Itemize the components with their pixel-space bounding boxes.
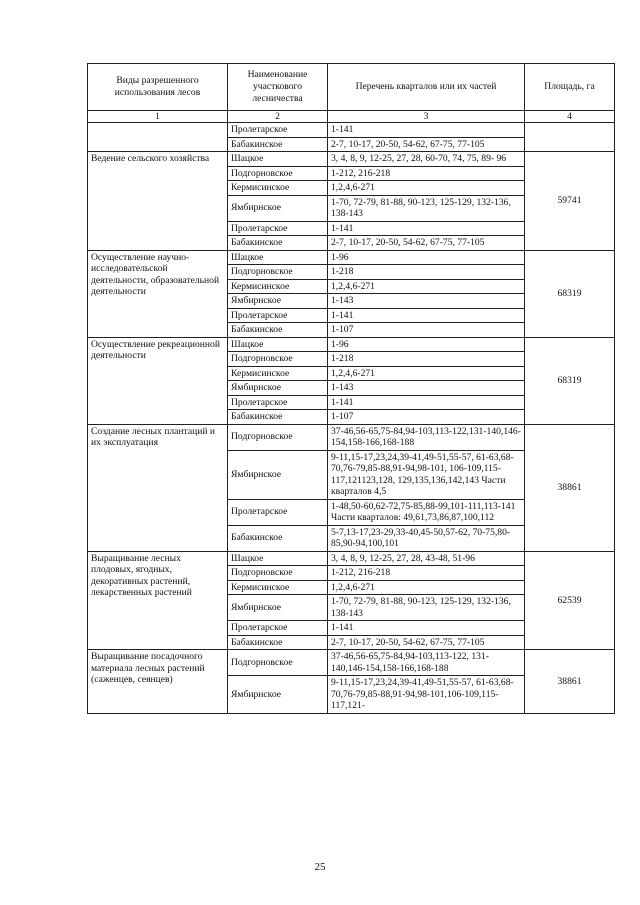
- quarters-cell: 3, 4, 8, 9, 12-25, 27, 28, 60-70, 74, 75, 89- 96: [328, 152, 525, 167]
- column-number: 1: [88, 111, 228, 123]
- quarters-cell: 1-107: [328, 410, 525, 425]
- quarters-cell: 1-70, 72-79, 81-88, 90-123, 125-129, 132-136, 138-143: [328, 195, 525, 221]
- quarters-cell: 1-107: [328, 323, 525, 338]
- lesnichestvo-cell: Пролетарское: [228, 621, 328, 636]
- quarters-cell: 1-141: [328, 123, 525, 138]
- column-number: 3: [328, 111, 525, 123]
- quarters-cell: 2-7, 10-17, 20-50, 54-62, 67-75, 77-105: [328, 635, 525, 650]
- lesnichestvo-cell: Пролетарское: [228, 499, 328, 525]
- quarters-cell: 37-46,56-65,75-84,94-103,113-122,131-140,146-154,158-166,168-188: [328, 424, 525, 450]
- lesnichestvo-cell: Подгорновское: [228, 650, 328, 676]
- header-lesnichestvo: Наименование участкового лесничества: [228, 64, 328, 111]
- quarters-cell: 1,2,4,6-271: [328, 181, 525, 196]
- quarters-cell: 2-7, 10-17, 20-50, 54-62, 67-75, 77-105: [328, 236, 525, 251]
- quarters-cell: 1-141: [328, 308, 525, 323]
- area-cell: [525, 123, 615, 152]
- lesnichestvo-cell: Бабакинское: [228, 137, 328, 152]
- quarters-cell: 1-143: [328, 381, 525, 396]
- quarters-cell: 37-46,56-65,75-84,94-103,113-122, 131-140,146-154,158-166,168-188: [328, 650, 525, 676]
- use-kind-cell: Выращивание посадочного материала лесных растений (саженцев, сеянцев): [88, 650, 228, 714]
- lesnichestvo-cell: Шацкое: [228, 551, 328, 566]
- lesnichestvo-cell: Пролетарское: [228, 123, 328, 138]
- table-row: [88, 337, 615, 352]
- quarters-cell: 3, 4, 8, 9, 12-25, 27, 28, 43-48, 51-96: [328, 551, 525, 566]
- column-number-row: [88, 111, 615, 123]
- use-kind-cell: Создание лесных плантаций и их эксплуатация: [88, 424, 228, 551]
- column-number: 2: [228, 111, 328, 123]
- area-cell: 59741: [525, 152, 615, 251]
- lesnichestvo-cell: Кермисинское: [228, 181, 328, 196]
- table-body: [88, 123, 615, 714]
- lesnichestvo-cell: Ямбирнское: [228, 294, 328, 309]
- lesnichestvo-cell: Пролетарское: [228, 221, 328, 236]
- area-cell: 68319: [525, 337, 615, 424]
- use-kind-cell: [88, 123, 228, 152]
- quarters-cell: 9-11,15-17,23,24,39-41,49-51,55-57, 61-63,68-70,76-79,85-88,91-94,98-101,106-109,115-117,121-: [328, 676, 525, 714]
- lesnichestvo-cell: Шацкое: [228, 337, 328, 352]
- column-number: 4: [525, 111, 615, 123]
- land-use-table: [87, 63, 615, 714]
- use-kind-cell: Осуществление рекреационной деятельности: [88, 337, 228, 424]
- lesnichestvo-cell: Кермисинское: [228, 580, 328, 595]
- lesnichestvo-cell: Кермисинское: [228, 279, 328, 294]
- table-header-row: [88, 64, 615, 111]
- quarters-cell: 1-141: [328, 395, 525, 410]
- lesnichestvo-cell: Ямбирнское: [228, 676, 328, 714]
- table-row: [88, 424, 615, 450]
- quarters-cell: 1-212, 216-218: [328, 566, 525, 581]
- use-kind-cell: Осуществление научно-исследовательской деятельности, образовательной деятельности: [88, 250, 228, 337]
- lesnichestvo-cell: Бабакинское: [228, 236, 328, 251]
- area-cell: 62539: [525, 551, 615, 650]
- lesnichestvo-cell: Ямбирнское: [228, 381, 328, 396]
- quarters-cell: 1-218: [328, 352, 525, 367]
- quarters-cell: 1-143: [328, 294, 525, 309]
- table-row: [88, 152, 615, 167]
- quarters-cell: 1-212, 216-218: [328, 166, 525, 181]
- header-area: Площадь, га: [525, 64, 615, 111]
- quarters-cell: 1-141: [328, 621, 525, 636]
- area-cell: 38861: [525, 650, 615, 714]
- lesnichestvo-cell: Бабакинское: [228, 525, 328, 551]
- quarters-cell: 1-70, 72-79, 81-88, 90-123, 125-129, 132-136, 138-143: [328, 595, 525, 621]
- area-cell: 68319: [525, 250, 615, 337]
- quarters-cell: 1-96: [328, 250, 525, 265]
- quarters-cell: 1-48,50-60,62-72,75-85,88-99,101-111,113-141 Части кварталов: 49,61,73,86,87,100,112: [328, 499, 525, 525]
- table-row: [88, 123, 615, 138]
- table-row: [88, 250, 615, 265]
- lesnichestvo-cell: Бабакинское: [228, 635, 328, 650]
- lesnichestvo-cell: Бабакинское: [228, 410, 328, 425]
- lesnichestvo-cell: Пролетарское: [228, 395, 328, 410]
- lesnichestvo-cell: Подгорновское: [228, 265, 328, 280]
- quarters-cell: 2-7, 10-17, 20-50, 54-62, 67-75, 77-105: [328, 137, 525, 152]
- area-cell: 38861: [525, 424, 615, 551]
- lesnichestvo-cell: Подгорновское: [228, 566, 328, 581]
- header-kind: Виды разрешенного использования лесов: [88, 64, 228, 111]
- lesnichestvo-cell: Шацкое: [228, 152, 328, 167]
- quarters-cell: 9-11,15-17,23,24,39-41,49-51,55-57, 61-63,68-70,76-79,85-88,91-94,98-101, 106-109,115-117,121123,128, 129,135,136,142,143 Части кварталов 4,5: [328, 450, 525, 499]
- quarters-cell: 1-141: [328, 221, 525, 236]
- header-quarters: Перечень кварталов или их частей: [328, 64, 525, 111]
- lesnichestvo-cell: Ямбирнское: [228, 595, 328, 621]
- lesnichestvo-cell: Ямбирнское: [228, 195, 328, 221]
- quarters-cell: 1,2,4,6-271: [328, 366, 525, 381]
- lesnichestvo-cell: Шацкое: [228, 250, 328, 265]
- quarters-cell: 5-7,13-17,23-29,33-40,45-50,57-62, 70-75,80-85,90-94,100,101: [328, 525, 525, 551]
- table-row: [88, 551, 615, 566]
- lesnichestvo-cell: Подгорновское: [228, 352, 328, 367]
- lesnichestvo-cell: Подгорновское: [228, 424, 328, 450]
- quarters-cell: 1,2,4,6-271: [328, 580, 525, 595]
- use-kind-cell: Ведение сельского хозяйства: [88, 152, 228, 251]
- quarters-cell: 1-218: [328, 265, 525, 280]
- lesnichestvo-cell: Пролетарское: [228, 308, 328, 323]
- lesnichestvo-cell: Подгорновское: [228, 166, 328, 181]
- quarters-cell: 1-96: [328, 337, 525, 352]
- page-number: 25: [314, 861, 326, 873]
- lesnichestvo-cell: Ямбирнское: [228, 450, 328, 499]
- use-kind-cell: Выращивание лесных плодовых, ягодных, декоративных растений, лекарственных растений: [88, 551, 228, 650]
- lesnichestvo-cell: Бабакинское: [228, 323, 328, 338]
- quarters-cell: 1,2,4,6-271: [328, 279, 525, 294]
- lesnichestvo-cell: Кермисинское: [228, 366, 328, 381]
- table-row: [88, 650, 615, 676]
